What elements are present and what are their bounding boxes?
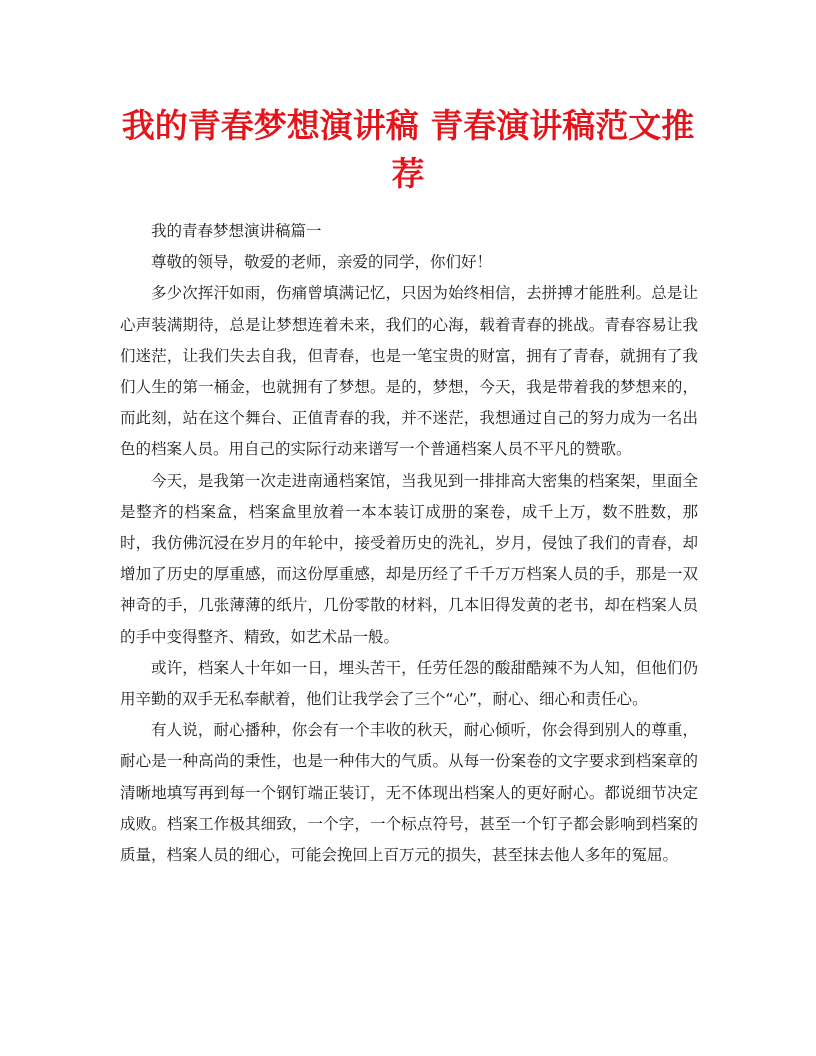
paragraph: 有人说，耐心播种，你会有一个丰收的秋天，耐心倾听，你会得到别人的尊重，耐心是一种高尚的秉性，也是一种伟大的气质。从每一份案卷的文字要求到档案章的清晰地填写再到每一个钢钉端正装订，无不体现出档案人的更好耐心。都说细节决定成败。档案工作极其细致，一个字，一个标点符号，甚至一个钉子都会影响到档案的质量，档案人员的细心，可能会挽回上百万元的损失，甚至抹去他人多年的冤屈。: [120, 721, 698, 865]
paragraph-section-heading: 我的青春梦想演讲稿篇一: [151, 222, 322, 240]
paragraph: 多少次挥汗如雨，伤痛曾填满记忆，只因为始终相信，去拼搏才能胜利。总是让心声装满期待，总是让梦想连着未来，我们的心海，载着青春的挑战。青春容易让我们迷茫，让我们失去自我，但青春，也是一笔宝贵的财富，拥有了青春，就拥有了我们人生的第一桶金，也就拥有了梦想。是的，梦想，今天，我是带着我的梦想来的，而此刻，站在这个舞台、正值青春的我，并不迷茫，我想通过自己的努力成为一名出色的档案人员。用自己的实际行动来谱写一个普通档案人员不平凡的赞歌。: [120, 284, 698, 459]
paragraph: 今天，是我第一次走进南通档案馆，当我见到一排排高大密集的档案架，里面全是整齐的档案盒，档案盒里放着一本本装订成册的案卷，成千上万，数不胜数，那时，我仿佛沉浸在岁月的年轮中，接受着历史的洗礼，岁月，侵蚀了我们的青春，却增加了历史的厚重感，而这份厚重感，却是历经了千千万万档案人员的手，那是一双神奇的手，几张薄薄的纸片，几份零散的材料，几本旧得发黄的老书，却在档案人员的手中变得整齐、精致，如艺术品一般。: [120, 471, 698, 646]
document-body: [120, 216, 698, 871]
document-title: 我的青春梦想演讲稿 青春演讲稿范文推荐: [121, 106, 695, 193]
paragraph-greeting: 尊敬的领导，敬爱的老师，亲爱的同学，你们好！: [151, 253, 493, 272]
paragraph: 或许，档案人十年如一日，埋头苦干，任劳任怨的酸甜酷辣不为人知，但他们仍用辛勤的双手无私奉献着，他们让我学会了三个“心”，耐心、细心和责任心。: [120, 658, 698, 709]
